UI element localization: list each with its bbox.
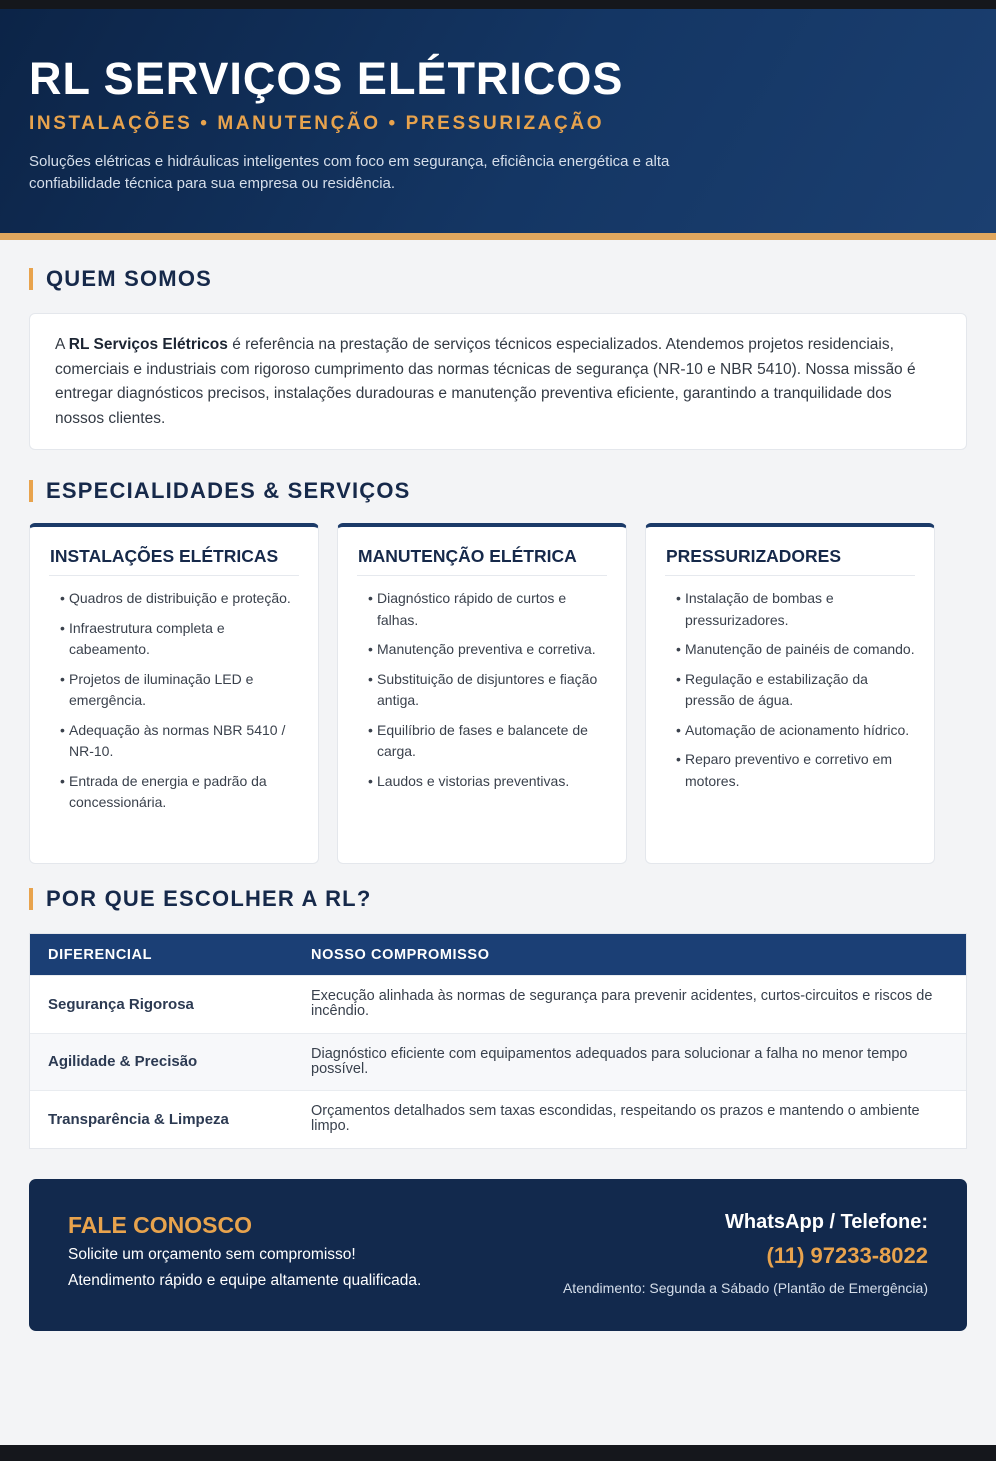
about-text: é referência na prestação de serviços técnicos especializados. Atendemos projetos residenciais, comerciais e industriais com rigoroso cumprimento das normas técnicas de segurança (NR-10 e NBR 5410). Nossa missão é entregar diagnósticos precisos, instalações duradouras e manutenção preventiva eficiente, garantindo a tranquilidade dos nossos clientes.	[55, 336, 916, 427]
service-card-maintenance	[337, 523, 627, 864]
table-row-text: Diagnóstico eficiente com equipamentos adequados para solucionar a falha no menor tempo possível.	[311, 1045, 908, 1077]
table-header-differential: DIFERENCIAL	[48, 946, 153, 963]
section-title-services: ESPECIALIDADES & SERVIÇOS	[29, 478, 411, 504]
page-subtitle: INSTALAÇÕES • MANUTENÇÃO • PRESSURIZAÇÃO	[29, 113, 605, 134]
contact-box	[29, 1179, 967, 1331]
table-header-commitment: NOSSO COMPROMISSO	[311, 946, 490, 963]
hero-banner	[0, 9, 996, 233]
service-list-item: • Reparo preventivo e corretivo em motores.	[676, 749, 915, 792]
about-brand-name: RL Serviços Elétricos	[68, 336, 228, 353]
table-row-label: Segurança Rigorosa	[48, 995, 194, 1013]
page-title: RL SERVIÇOS ELÉTRICOS	[29, 53, 624, 104]
bottom-edge-bar	[0, 1445, 996, 1461]
service-list-item: • Quadros de distribuição e proteção.	[60, 588, 299, 610]
top-edge-bar	[0, 0, 996, 9]
service-list	[665, 576, 915, 792]
service-list-item: • Equilíbrio de fases e balancete de carga.	[368, 720, 607, 763]
service-card-title: PRESSURIZADORES	[665, 527, 915, 576]
service-list-item: • Infraestrutura completa e cabeamento.	[60, 618, 299, 661]
about-box	[29, 313, 967, 450]
table-row-text: Orçamentos detalhados sem taxas escondidas, respeitando os prazos e mantendo o ambiente limpo.	[311, 1103, 920, 1135]
section-title-why: POR QUE ESCOLHER A RL?	[29, 886, 371, 912]
service-card-pressurizers	[645, 523, 935, 864]
page-description: Soluções elétricas e hidráulicas inteligentes com foco em segurança, eficiência energética e alta confiabilidade técnica para sua empresa ou residência.	[29, 153, 670, 192]
table-row	[30, 975, 966, 1033]
service-list	[357, 576, 607, 792]
section-title-about: QUEM SOMOS	[29, 266, 212, 292]
service-card-installations	[29, 523, 319, 864]
hero-accent-line	[0, 233, 996, 240]
service-list-item: • Adequação às normas NBR 5410 / NR-10.	[60, 720, 299, 763]
service-list-item: • Entrada de energia e padrão da concessionária.	[60, 771, 299, 814]
service-list-item: • Manutenção de painéis de comando.	[676, 639, 915, 661]
service-list-item: • Automação de acionamento hídrico.	[676, 720, 915, 742]
table-header	[30, 934, 966, 975]
service-list	[49, 576, 299, 814]
service-list-item: • Manutenção preventiva e corretiva.	[368, 639, 607, 661]
contact-phone-label: WhatsApp / Telefone:	[725, 1211, 928, 1233]
contact-hours: Atendimento: Segunda a Sábado (Plantão de Emergência)	[562, 1280, 928, 1296]
contact-line-service: Atendimento rápido e equipe altamente qualificada.	[68, 1272, 422, 1289]
service-list-item: • Projetos de iluminação LED e emergência.	[60, 669, 299, 712]
service-list-item: • Substituição de disjuntores e fiação antiga.	[368, 669, 607, 712]
table-row	[30, 1090, 966, 1148]
differentials-table	[29, 933, 967, 1149]
service-card-title: INSTALAÇÕES ELÉTRICAS	[49, 527, 299, 576]
contact-phone-number[interactable]: (11) 97233-8022	[766, 1243, 928, 1268]
table-row-text: Execução alinhada às normas de segurança para prevenir acidentes, curtos-circuitos e riscos de incêndio.	[311, 988, 933, 1020]
service-card-title: MANUTENÇÃO ELÉTRICA	[357, 527, 607, 576]
table-row-label: Transparência & Limpeza	[48, 1110, 229, 1128]
service-list-item: • Laudos e vistorias preventivas.	[368, 771, 607, 793]
table-row	[30, 1033, 966, 1091]
service-list-item: • Instalação de bombas e pressurizadores.	[676, 588, 915, 631]
service-list-item: • Regulação e estabilização da pressão de água.	[676, 669, 915, 712]
service-list-item: • Diagnóstico rápido de curtos e falhas.	[368, 588, 607, 631]
about-prefix: A	[55, 336, 69, 353]
contact-title: FALE CONOSCO	[68, 1212, 253, 1238]
contact-line-quote: Solicite um orçamento sem compromisso!	[68, 1246, 356, 1263]
table-row-label: Agilidade & Precisão	[48, 1053, 198, 1071]
